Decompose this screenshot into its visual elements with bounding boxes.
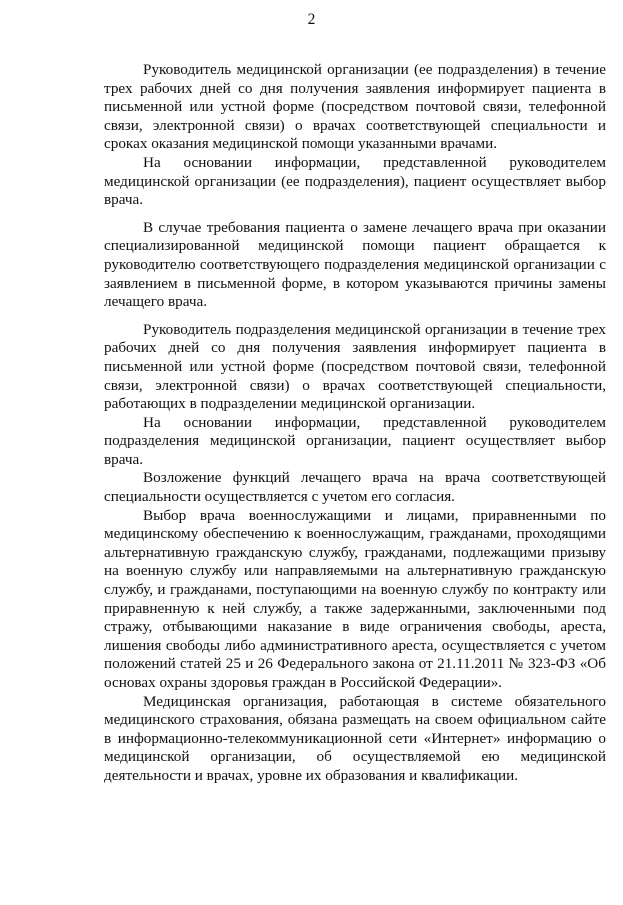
paragraph-5: На основании информации, представленной руководителем подразделения медицинской организации, пациент осуществляет выбор врача. [104,413,606,468]
paragraph-3: В случае требования пациента о замене лечащего врача при оказании специализированной медицинской помощи пациент обращается к руководителю соответствующего подразделения медицинской организации с заявлением в письменной форме, в котором указываются причины замены лечащего врача. [104,218,606,311]
paragraph-8: Медицинская организация, работающая в системе обязательного медицинского страхования, обязана размещать на своем официальном сайте в информационно-телекоммуникационной сети «Интернет» информацию о медицинской организации, об осуществляемой ею медицинской деятельности и врачах, уровне их образования и квалификации. [104,692,606,784]
paragraph-4: Руководитель подразделения медицинской организации в течение трех рабочих дней со дня получения заявления информирует пациента в письменной или устной форме (посредством почтовой связи, телефонной связи, электронной связи) о врачах соответствующей специальности, работающих в подразделении медицинской организации. [104,320,606,413]
page-number: 2 [307,11,316,28]
paragraph-7: Выбор врача военнослужащими и лицами, приравненными по медицинскому обеспечению к военнослужащим, гражданами, проходящими альтернативную гражданскую службу, гражданами, подлежащими призыву на военную службу или направляемыми на альтернативную гражданскую службу, и гражданами, поступающими на военную службу по контракту или приравненную к ней службу, а также задержанными, заключенными под стражу, отбывающими наказание в виде ограничения свободы, ареста, лишения свободы либо административного ареста, осуществляется с учетом положений статей 25 и 26 Федерального закона от 21.11.2011 № 323-ФЗ «Об основах охраны здоровья граждан в Российской Федерации». [104,506,606,691]
paragraph-6: Возложение функций лечащего врача на врача соответствующей специальности осуществляется с учетом его согласия. [104,469,606,506]
paragraph-2: На основании информации, представленной руководителем медицинской организации (ее подразделения), пациент осуществляет выбор врача. [104,153,606,209]
paragraph-1: Руководитель медицинской организации (ее подразделения) в течение трех рабочих дней со дня получения заявления информирует пациента в письменной или устной форме (посредством почтовой связи, телефонной связи, электронной связи) о врачах соответствующей специальности и сроках оказания медицинской помощи указанными врачами. [104,61,606,153]
document-body [104,61,606,786]
